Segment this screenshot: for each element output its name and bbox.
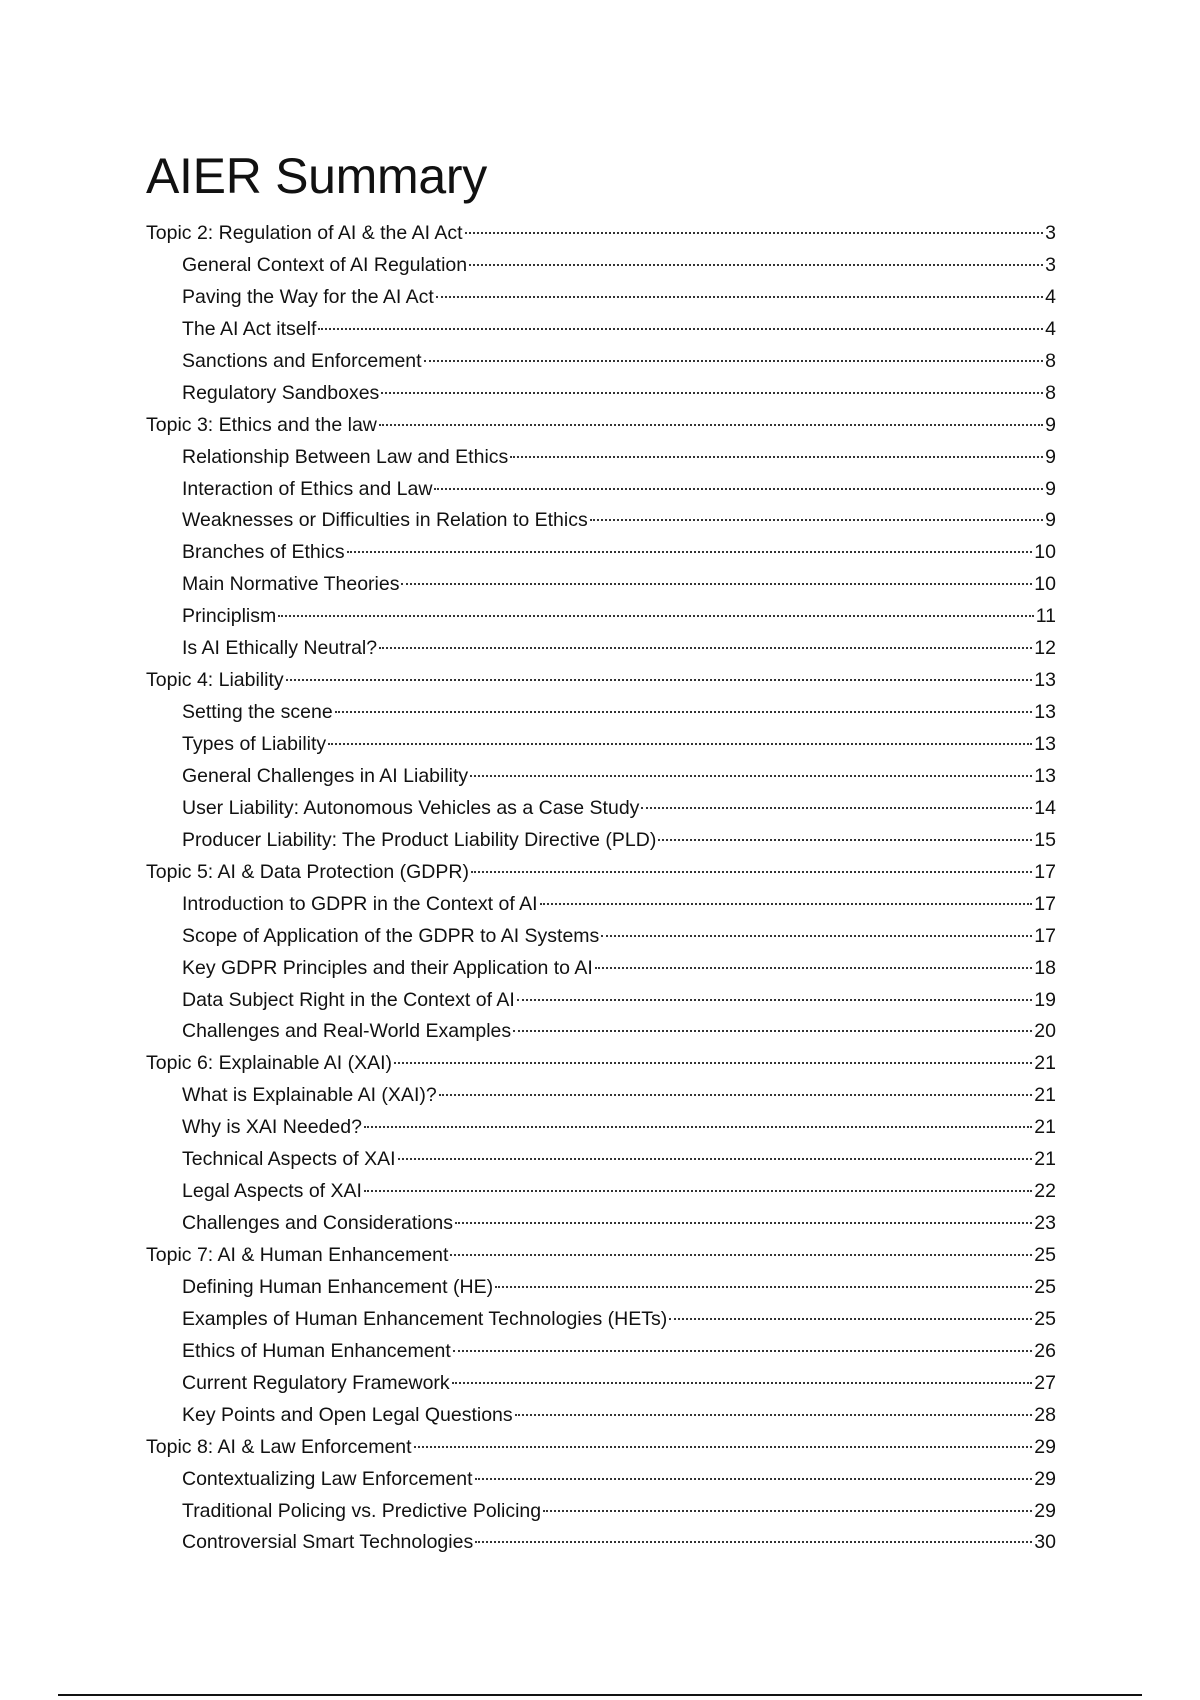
- dot-leader: [543, 1510, 1032, 1512]
- toc-section-entry[interactable]: [146, 346, 1056, 378]
- toc-topic-entry[interactable]: [146, 410, 1056, 442]
- toc-section-entry[interactable]: [146, 378, 1056, 410]
- toc-entry-label: Paving the Way for the AI Act: [182, 285, 434, 308]
- toc-entry-label: Legal Aspects of XAI: [182, 1180, 362, 1203]
- dot-leader: [381, 392, 1043, 394]
- toc-entry-label: Topic 2: Regulation of AI & the AI Act: [146, 222, 463, 244]
- toc-entry-label: Is AI Ethically Neutral?: [182, 637, 378, 660]
- toc-section-entry[interactable]: [146, 601, 1056, 633]
- dot-leader: [328, 743, 1032, 745]
- toc-topic-entry[interactable]: [146, 665, 1056, 697]
- toc-entry-label: Topic 8: AI & Law Enforcement: [146, 1435, 412, 1458]
- toc-section-entry[interactable]: [146, 1144, 1056, 1176]
- toc-entry-label: Relationship Between Law and Ethics: [182, 445, 509, 468]
- dot-leader: [465, 232, 1044, 234]
- toc-entry-label: General Context of AI Regulation: [182, 253, 468, 276]
- toc-topic-entry[interactable]: [146, 1240, 1056, 1272]
- toc-page-number: 29: [1034, 1499, 1056, 1522]
- toc-page-number: 3: [1045, 253, 1056, 276]
- toc-page-number: 10: [1034, 573, 1056, 596]
- toc-page-number: 21: [1034, 1052, 1056, 1075]
- dot-leader: [510, 456, 1043, 458]
- dot-leader: [517, 999, 1033, 1001]
- dot-leader: [450, 1254, 1032, 1256]
- toc-entry-label: Key GDPR Principles and their Application to AI: [182, 956, 593, 979]
- dot-leader: [394, 1062, 1032, 1064]
- dot-leader: [475, 1541, 1032, 1543]
- toc-page-number: 17: [1034, 924, 1056, 947]
- toc-section-entry[interactable]: [146, 697, 1056, 729]
- toc-entry-label: General Challenges in AI Liability: [182, 764, 469, 787]
- toc-entry-label: Challenges and Considerations: [182, 1212, 454, 1235]
- dot-leader: [601, 935, 1032, 937]
- toc-entry-label: Examples of Human Enhancement Technologies (HETs): [182, 1307, 668, 1330]
- toc-section-entry[interactable]: [146, 505, 1056, 537]
- toc-entry-label: Key Points and Open Legal Questions: [182, 1403, 513, 1426]
- toc-section-entry[interactable]: [146, 1368, 1056, 1400]
- toc-section-entry[interactable]: [146, 889, 1056, 921]
- dot-leader: [471, 871, 1032, 873]
- toc-page-number: 8: [1045, 349, 1056, 372]
- toc-section-entry[interactable]: [146, 953, 1056, 985]
- dot-leader: [398, 1158, 1033, 1160]
- dot-leader: [379, 424, 1043, 426]
- dot-leader: [453, 1350, 1032, 1352]
- dot-leader: [470, 775, 1032, 777]
- toc-page-number: 9: [1045, 413, 1056, 436]
- toc-page-number: 14: [1034, 796, 1056, 819]
- toc-entry-label: Traditional Policing vs. Predictive Policing: [182, 1499, 542, 1522]
- toc-entry-label: Principlism: [182, 605, 277, 628]
- toc-section-entry[interactable]: [146, 537, 1056, 569]
- dot-leader: [318, 328, 1043, 330]
- dot-leader: [658, 839, 1032, 841]
- toc-page-number: 13: [1034, 669, 1056, 692]
- toc-page-number: 10: [1034, 541, 1056, 564]
- toc-page-number: 25: [1034, 1307, 1056, 1330]
- toc-entry-label: Defining Human Enhancement (HE): [182, 1275, 494, 1298]
- toc-page-number: 25: [1034, 1275, 1056, 1298]
- dot-leader: [595, 967, 1033, 969]
- toc-entry-label: Setting the scene: [182, 701, 333, 724]
- toc-section-entry[interactable]: [146, 1527, 1056, 1559]
- toc-entry-label: User Liability: Autonomous Vehicles as a Case Study: [182, 796, 640, 819]
- toc-page-number: 28: [1034, 1403, 1056, 1426]
- dot-leader: [379, 647, 1032, 649]
- toc-entry-label: Producer Liability: The Product Liability Directive (PLD): [182, 828, 657, 851]
- toc-entry-label: Topic 6: Explainable AI (XAI): [146, 1052, 393, 1075]
- toc-page-number: 25: [1034, 1244, 1056, 1266]
- toc-page-number: 4: [1045, 285, 1056, 308]
- toc-entry-label: Topic 7: AI & Human Enhancement: [146, 1244, 449, 1266]
- toc-entry-label: Topic 4: Liability: [146, 669, 284, 692]
- table-of-contents: [146, 218, 1056, 1559]
- dot-leader: [439, 1094, 1033, 1096]
- toc-entry-label: Interaction of Ethics and Law: [182, 477, 433, 500]
- toc-section-entry[interactable]: [146, 921, 1056, 953]
- dot-leader: [515, 1414, 1033, 1416]
- toc-page-number: 27: [1034, 1371, 1056, 1394]
- toc-topic-entry[interactable]: [146, 218, 1056, 250]
- toc-section-entry[interactable]: [146, 729, 1056, 761]
- toc-entry-label: The AI Act itself: [182, 317, 317, 340]
- toc-page-number: 29: [1034, 1467, 1056, 1490]
- toc-entry-label: Main Normative Theories: [182, 573, 400, 596]
- toc-entry-label: Why is XAI Needed?: [182, 1116, 362, 1139]
- toc-section-entry[interactable]: [146, 569, 1056, 601]
- toc-entry-label: Types of Liability: [182, 733, 327, 755]
- toc-page-number: 23: [1034, 1212, 1056, 1235]
- dot-leader: [414, 1446, 1033, 1448]
- dot-leader: [590, 519, 1043, 521]
- dot-leader: [286, 679, 1033, 681]
- toc-entry-label: Data Subject Right in the Context of AI: [182, 988, 515, 1011]
- toc-section-entry[interactable]: [146, 1304, 1056, 1336]
- dot-leader: [364, 1190, 1032, 1192]
- toc-page-number: 13: [1034, 764, 1056, 787]
- toc-entry-label: Topic 3: Ethics and the law: [146, 413, 377, 436]
- toc-entry-label: Regulatory Sandboxes: [182, 381, 380, 404]
- dot-leader: [364, 1126, 1032, 1128]
- dot-leader: [452, 1382, 1033, 1384]
- toc-entry-label: Topic 5: AI & Data Protection (GDPR): [146, 860, 469, 883]
- toc-section-entry[interactable]: [146, 761, 1056, 793]
- toc-section-entry[interactable]: [146, 1176, 1056, 1208]
- toc-entry-label: Sanctions and Enforcement: [182, 349, 422, 372]
- toc-section-entry[interactable]: [146, 633, 1056, 665]
- toc-topic-entry[interactable]: [146, 1048, 1056, 1080]
- toc-page-number: 26: [1034, 1339, 1056, 1362]
- toc-entry-label: Challenges and Real-World Examples: [182, 1020, 512, 1043]
- toc-entry-label: Introduction to GDPR in the Context of AI: [182, 892, 538, 915]
- toc-page-number: 9: [1045, 477, 1056, 500]
- toc-page-number: 29: [1034, 1435, 1056, 1458]
- dot-leader: [513, 1030, 1032, 1032]
- dot-leader: [436, 296, 1043, 298]
- toc-section-entry[interactable]: [146, 250, 1056, 282]
- toc-page-number: 9: [1045, 445, 1056, 468]
- toc-section-entry[interactable]: [146, 1400, 1056, 1432]
- toc-page-number: 21: [1034, 1116, 1056, 1139]
- toc-section-entry[interactable]: [146, 282, 1056, 314]
- toc-page-number: 30: [1034, 1531, 1056, 1554]
- toc-page-number: 9: [1045, 509, 1056, 532]
- dot-leader: [475, 1478, 1033, 1480]
- toc-section-entry[interactable]: [146, 1464, 1056, 1496]
- toc-page-number: 13: [1034, 701, 1056, 724]
- toc-page-number: 21: [1034, 1084, 1056, 1107]
- toc-entry-label: Controversial Smart Technologies: [182, 1531, 474, 1554]
- dot-leader: [641, 807, 1032, 809]
- toc-topic-entry[interactable]: [146, 1432, 1056, 1464]
- toc-section-entry[interactable]: [146, 793, 1056, 825]
- dot-leader: [495, 1286, 1032, 1288]
- toc-page-number: 8: [1045, 381, 1056, 404]
- toc-page-number: 11: [1035, 605, 1056, 628]
- dot-leader: [335, 711, 1033, 713]
- dot-leader: [540, 903, 1033, 905]
- dot-leader: [424, 360, 1044, 362]
- toc-entry-label: Ethics of Human Enhancement: [182, 1339, 451, 1362]
- toc-section-entry[interactable]: [146, 985, 1056, 1017]
- toc-entry-label: What is Explainable AI (XAI)?: [182, 1084, 437, 1107]
- toc-page-number: 21: [1034, 1148, 1056, 1171]
- dot-leader: [455, 1222, 1032, 1224]
- toc-page-number: 18: [1034, 956, 1056, 979]
- toc-entry-label: Weaknesses or Difficulties in Relation to Ethics: [182, 509, 588, 532]
- toc-section-entry[interactable]: [146, 1496, 1056, 1528]
- toc-page-number: 17: [1034, 860, 1056, 883]
- toc-topic-entry[interactable]: [146, 857, 1056, 889]
- dot-leader: [347, 551, 1033, 553]
- dot-leader: [469, 264, 1043, 266]
- toc-page-number: 15: [1034, 828, 1056, 851]
- dot-leader: [278, 615, 1033, 617]
- toc-section-entry[interactable]: [146, 314, 1056, 346]
- toc-entry-label: Contextualizing Law Enforcement: [182, 1467, 473, 1490]
- dot-leader: [434, 488, 1043, 490]
- toc-page-number: 3: [1045, 222, 1056, 244]
- toc-section-entry[interactable]: [146, 1336, 1056, 1368]
- dot-leader: [669, 1318, 1032, 1320]
- toc-entry-label: Scope of Application of the GDPR to AI Systems: [182, 924, 600, 947]
- toc-entry-label: Branches of Ethics: [182, 541, 345, 564]
- toc-entry-label: Technical Aspects of XAI: [182, 1148, 396, 1171]
- toc-section-entry[interactable]: [146, 1080, 1056, 1112]
- page-divider: [58, 1694, 1142, 1696]
- toc-page-number: 20: [1034, 1020, 1056, 1043]
- toc-section-entry[interactable]: [146, 825, 1056, 857]
- toc-section-entry[interactable]: [146, 1112, 1056, 1144]
- dot-leader: [401, 583, 1032, 585]
- toc-section-entry[interactable]: [146, 1208, 1056, 1240]
- toc-page-number: 12: [1034, 637, 1056, 660]
- toc-section-entry[interactable]: [146, 474, 1056, 506]
- toc-page-number: 17: [1034, 892, 1056, 915]
- toc-page-number: 13: [1034, 733, 1056, 755]
- toc-section-entry[interactable]: [146, 1016, 1056, 1048]
- toc-page-number: 22: [1034, 1180, 1056, 1203]
- toc-page-number: 4: [1045, 317, 1056, 340]
- toc-section-entry[interactable]: [146, 442, 1056, 474]
- toc-page-number: 19: [1034, 988, 1056, 1011]
- toc-entry-label: Current Regulatory Framework: [182, 1371, 450, 1394]
- document-title: AIER Summary: [146, 148, 487, 204]
- toc-section-entry[interactable]: [146, 1272, 1056, 1304]
